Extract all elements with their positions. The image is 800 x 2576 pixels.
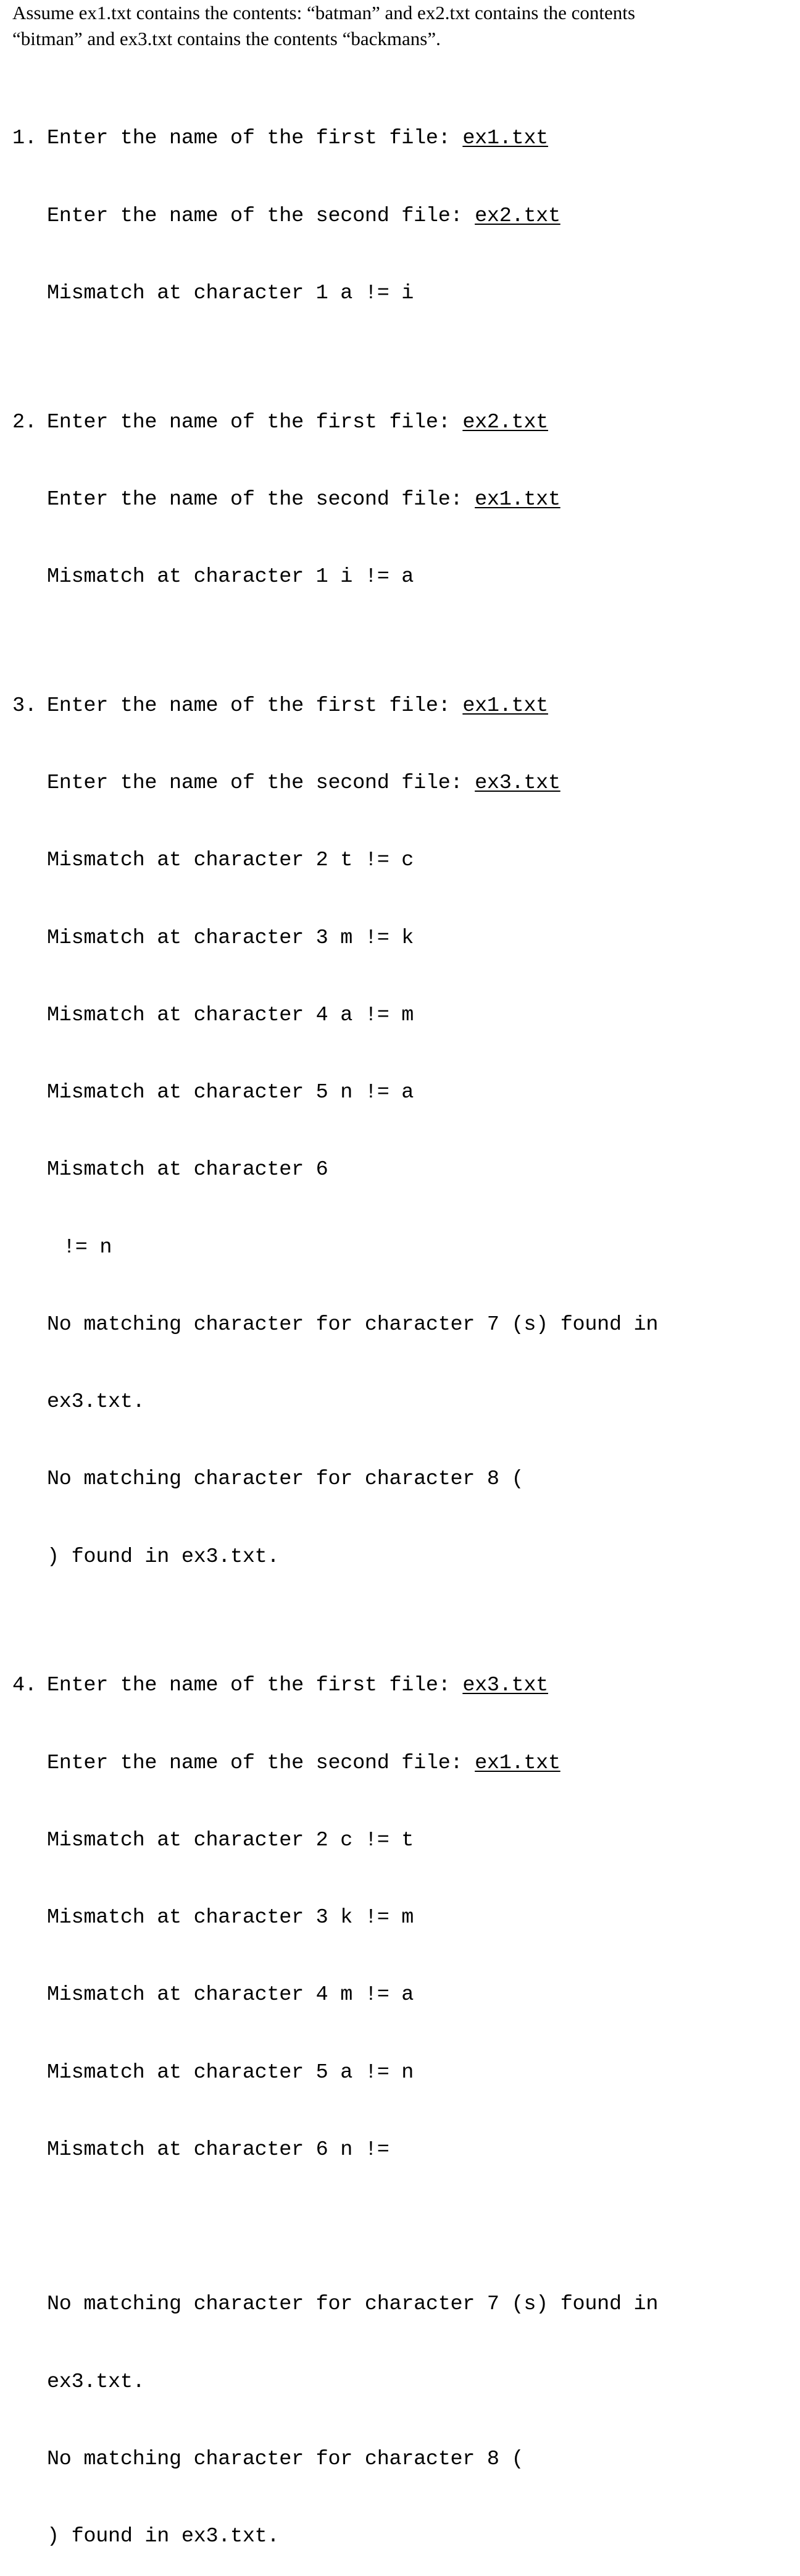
user-input-filename: ex1.txt [462,127,548,151]
output-line: No matching character for character 8 ( [47,2447,524,2471]
output-line: No matching character for character 8 ( [47,1467,524,1491]
item-number: 4. [12,1674,37,1698]
output-line: ex3.txt. [47,1390,145,1414]
item-1-first-prompt: 1. Enter the name of the first file: ex1.txt [12,126,658,152]
output-line: Mismatch at character 6 [47,1158,328,1182]
item-2-second-prompt: Enter the name of the second file: ex1.txt [47,487,560,511]
item-3-first-prompt: 3. Enter the name of the first file: ex1.txt [12,694,658,720]
user-input-filename: ex1.txt [475,1751,560,1775]
output-line: ex3.txt. [47,2370,145,2394]
user-input-filename: ex3.txt [462,1674,548,1698]
item-3-second-prompt: Enter the name of the second file: ex3.txt [47,771,560,795]
output-line: ) found in ex3.txt. [47,1545,280,1569]
output-line: Mismatch at character 4 a != m [47,1003,414,1027]
output-line: Mismatch at character 4 m != a [47,1983,414,2007]
item-number: 1. [12,127,37,151]
user-input-filename: ex1.txt [475,487,560,511]
output-line: Mismatch at character 5 a != n [47,2060,414,2084]
item-1-second-prompt: Enter the name of the second file: ex2.txt [47,204,560,228]
output-line: No matching character for character 7 (s) found in [47,2293,659,2317]
output-line: Mismatch at character 3 m != k [47,926,414,950]
item-number: 3. [12,694,37,718]
output-line: Mismatch at character 2 c != t [47,1828,414,1852]
user-input-filename: ex3.txt [475,771,560,795]
intro-paragraph [12,0,790,52]
item-4-first-prompt: 4. Enter the name of the first file: ex3.txt [12,1673,658,1699]
user-input-filename: ex2.txt [475,204,560,228]
user-input-filename: ex1.txt [462,694,548,718]
output-line: Mismatch at character 3 k != m [47,1906,414,1929]
output-line: Mismatch at character 6 n != [47,2138,390,2162]
output-line: != n [63,1235,112,1259]
output-line: Mismatch at character 1 a != i [47,281,414,305]
intro-line-2: “bitman” and ex3.txt contains the contents “backmans”. [12,28,441,49]
blank-line [12,2215,658,2241]
output-line: No matching character for character 7 (s) found in [47,1312,659,1336]
output-line: ) found in ex3.txt. [47,2525,280,2548]
item-4-second-prompt: Enter the name of the second file: ex1.txt [47,1751,560,1775]
output-line: Mismatch at character 5 n != a [47,1081,414,1104]
output-line: Mismatch at character 2 t != c [47,849,414,873]
item-number: 2. [12,410,37,434]
item-2-first-prompt: 2. Enter the name of the first file: ex2.txt [12,410,658,436]
user-input-filename: ex2.txt [462,410,548,434]
output-line: Mismatch at character 1 i != a [47,565,414,589]
intro-line-1: Assume ex1.txt contains the contents: “batman” and ex2.txt contains the contents [12,2,635,23]
program-output-listing [12,49,658,2576]
